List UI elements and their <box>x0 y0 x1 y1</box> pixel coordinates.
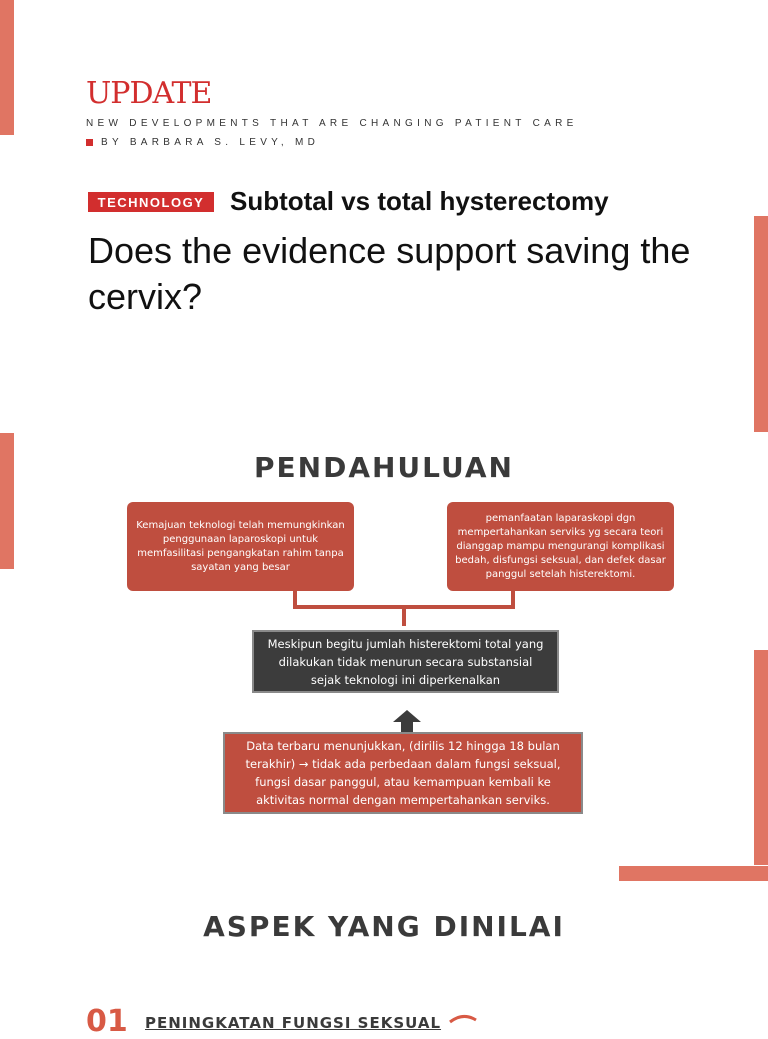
decorative-bar-left-top <box>0 0 14 135</box>
decorative-bar-right-lower <box>754 650 768 865</box>
arrow-up-icon <box>393 710 421 734</box>
intro-box-bottom-text: Data terbaru menunjukkan, (dirilis 12 hingga 18 bulan terakhir) → tidak ada perbedaan dalam fungsi seksual, fungsi dasar panggul, atau kemampuan kembali ke aktivitas normal dengan mempertahankan serviks. <box>245 739 561 807</box>
subhead: NEW DEVELOPMENTS THAT ARE CHANGING PATIENT CARE <box>86 118 578 129</box>
intro-box-left-text: Kemajuan teknologi telah memungkinkan penggunaan laparoskopi untuk memfasilitasi pengangkatan rahim tanpa sayatan yang besar <box>136 519 345 573</box>
intro-box-left <box>127 502 354 591</box>
heading-pendahuluan: PENDAHULUAN <box>254 451 514 484</box>
intro-box-center <box>252 630 559 693</box>
byline <box>86 137 319 148</box>
article-title: Does the evidence support saving the cervix? <box>88 230 691 317</box>
intro-box-right <box>447 502 674 591</box>
intro-box-right-text: pemanfaatan laparaskopi dgn mempertahankan serviks yg secara teori dianggap mampu mengurangi komplikasi bedah, disfungsi seksual, dan defek dasar panggul setelah histerektomi. <box>455 512 666 580</box>
byline-square-icon <box>86 139 93 146</box>
curve-arrow-icon <box>448 1012 478 1024</box>
aspect-item-number: 01 <box>86 1004 128 1039</box>
intro-box-bottom <box>223 732 583 814</box>
tag-title: Subtotal vs total hysterectomy <box>230 186 609 216</box>
technology-tag: TECHNOLOGY <box>88 192 214 212</box>
decorative-bar-horizontal <box>619 866 768 881</box>
update-logo: UPDATE <box>86 76 212 111</box>
byline-text: BY BARBARA S. LEVY, MD <box>101 137 320 148</box>
intro-box-center-text: Meskipun begitu jumlah histerektomi total yang dilakukan tidak menurun secara substansial sejak teknologi ini diperkenalkan <box>267 636 544 687</box>
bracket-connector-icon <box>292 590 516 630</box>
heading-aspek: ASPEK YANG DINILAI <box>203 910 565 943</box>
aspect-item-label: PENINGKATAN FUNGSI SEKSUAL <box>145 1014 442 1032</box>
decorative-bar-right-middle <box>754 216 768 432</box>
